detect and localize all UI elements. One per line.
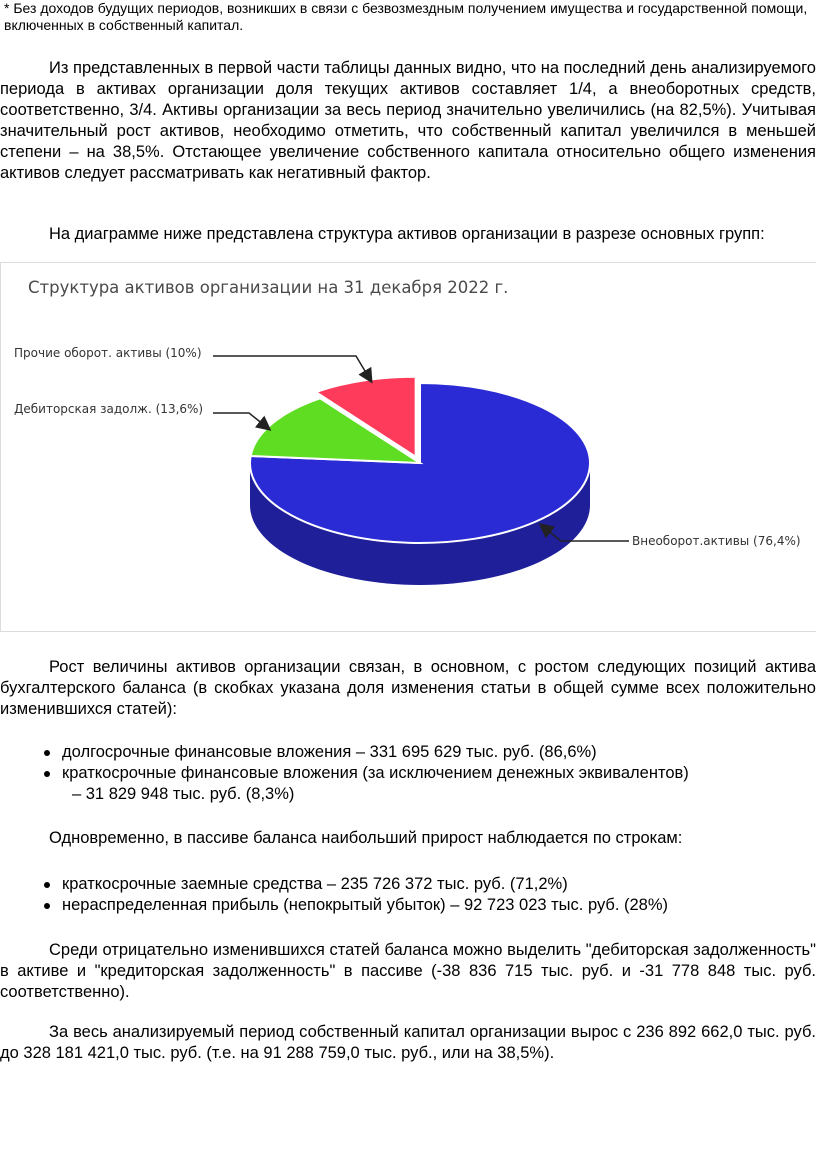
list-item-text: нераспределенная прибыль (непокрытый убыток) – 92 723 023 тыс. руб. (28%) <box>62 896 669 914</box>
paragraph-liabilities-intro: Одновременно, в пассиве баланса наибольший прирост наблюдается по строкам: <box>49 829 683 847</box>
list-item <box>0 742 816 763</box>
list-item <box>0 895 816 916</box>
leader-line-other-current <box>213 356 371 381</box>
pie-top <box>250 377 590 543</box>
paragraph-negative-changes: Среди отрицательно изменившихся статей баланса можно выделить "дебиторская задолженность" в активе и "кредиторская задолженность" в пассиве (-38 836 715 тыс. руб. и -31 778 848 тыс. руб. соответственно). <box>0 941 816 1001</box>
bullet-icon <box>44 903 50 909</box>
bullet-icon <box>44 771 50 777</box>
paragraph-assets-structure: Из представленных в первой части таблицы данных видно, что на последний день анализируемого периода в активах организации доля текущих активов составляет 1/4, а внеоборотных средств, соответственно, 3/4. Активы организации за весь период значительно увеличились (на 82,5%). Учитывая значительный рост активов, необходимо отметить, что собственный капитал увеличился в меньшей степени – на 38,5%. Отстающее увеличение собственного капитала относительно общего изменения активов следует рассматривать как негативный фактор. <box>0 59 816 182</box>
list-item-text: долгосрочные финансовые вложения – 331 695 629 тыс. руб. (86,6%) <box>62 743 597 761</box>
list-liability-positions <box>0 874 816 916</box>
paragraph-assets-growth: Рост величины активов организации связан, в основном, с ростом следующих позиций актива бухгалтерского баланса (в скобках указана доля изменения статьи в общей сумме всех положительно изменившихся статей): <box>0 658 816 718</box>
paragraph-chart-intro: На диаграмме ниже представлена структура активов организации в разрезе основных групп: <box>49 225 765 243</box>
list-asset-positions <box>0 742 816 805</box>
slice-label-noncurrent: Внеоборот.активы (76,4%) <box>632 534 801 548</box>
paragraph-equity-growth: За весь анализируемый период собственный капитал организации вырос с 236 892 662,0 тыс. руб. до 328 181 421,0 тыс. руб. (т.е. на 91 288 759,0 тыс. руб., или на 38,5%). <box>0 1023 816 1062</box>
list-item <box>0 763 816 805</box>
list-item <box>0 874 816 895</box>
bullet-icon <box>44 882 50 888</box>
list-item-continuation: – 31 829 948 тыс. руб. (8,3%) <box>72 785 295 803</box>
chart-title: Структура активов организации на 31 декабря 2022 г. <box>28 278 509 297</box>
list-item-text: краткосрочные заемные средства – 235 726 372 тыс. руб. (71,2%) <box>62 875 568 893</box>
slice-label-receivables: Дебиторская задолж. (13,6%) <box>14 402 204 416</box>
list-item-text: краткосрочные финансовые вложения (за исключением денежных эквивалентов) <box>62 764 689 782</box>
bullet-icon <box>44 750 50 756</box>
slice-label-other-current: Прочие оборот. активы (10%) <box>14 346 202 360</box>
pie-chart <box>1 263 816 633</box>
leader-line-receivables <box>213 413 269 429</box>
pie-chart-container <box>0 262 816 632</box>
footnote: * Без доходов будущих периодов, возникших в связи с безвозмездным получением имущества и государственной помощи, включенных в собственный капитал. <box>4 0 808 33</box>
